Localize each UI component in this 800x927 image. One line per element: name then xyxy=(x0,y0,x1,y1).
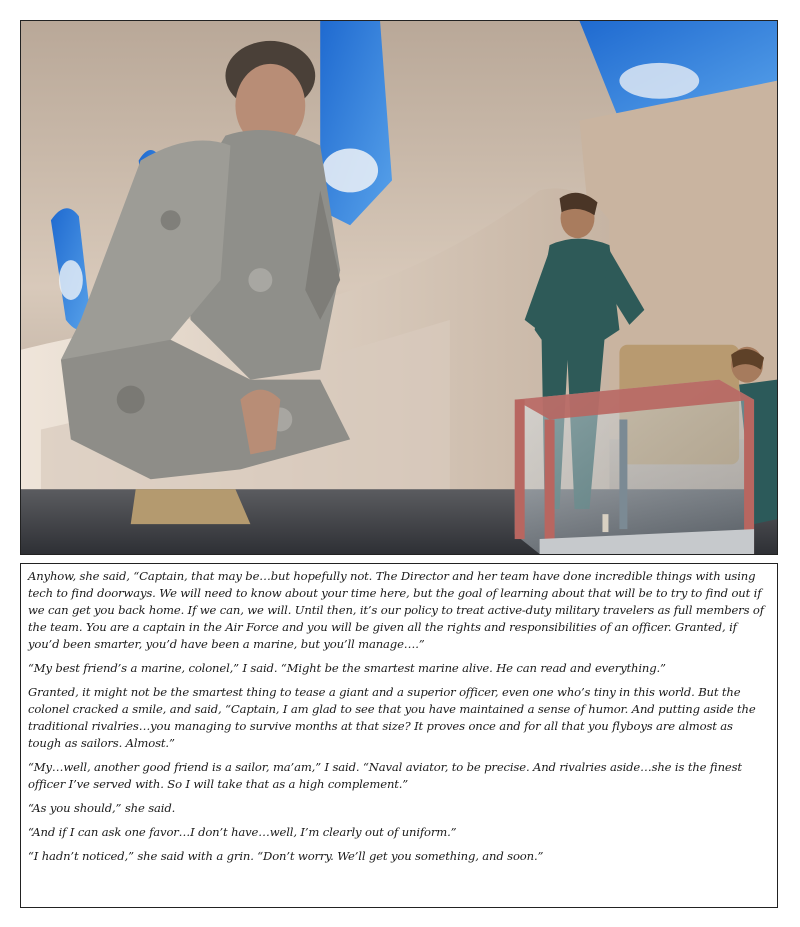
caption-paragraph: Granted, it might not be the smartest thing to tease a giant and a superior officer, even one who’s tiny in this world. But the colonel cracked a smile, and said, “Captain, I am glad to see that you have maintained a sense of humor. And putting aside the traditional rivalries…you managing to survive months at that size? It proves once and for all that you flyboys are almost as tough as sailors. Almost.” xyxy=(28,685,756,750)
caption-paragraph: “As you should,” she said. xyxy=(28,801,176,815)
scene-illustration xyxy=(21,21,777,554)
glass-display-case xyxy=(515,380,754,554)
illustration-panel xyxy=(20,20,778,555)
tiny-figure xyxy=(602,514,608,532)
caption-paragraph: Anyhow, she said, “Captain, that may be…but hopefully not. The Director and her team have done incredible things with using tech to find doorways. We will need to know about your time here, but the goal of learning about that will be to try to find out if we can get you back home. If we can, we will. Until then, it’s our policy to treat active-duty military travelers as full members of the team. You are a captain in the Air Force and you will be given all the rights and responsibilities of an officer. Granted, if you’d been smarter, you’d have been a marine, but you’ll manage….” xyxy=(28,569,764,651)
caption-paragraph: “My…well, another good friend is a sailor, ma’am,” I said. “Naval aviator, to be precise. And rivalries aside…she is the finest officer I’ve served with. So I will take that as a high complement.” xyxy=(28,760,742,791)
boot xyxy=(131,489,251,524)
caption-paragraph: “My best friend’s a marine, colonel,” I said. “Might be the smartest marine alive. He can read and everything.” xyxy=(28,661,666,675)
caption-paragraph: “And if I can ask one favor…I don’t have…well, I’m clearly out of uniform.” xyxy=(28,825,457,839)
story-caption xyxy=(20,563,778,908)
caption-paragraph: “I hadn’t noticed,” she said with a grin. “Don’t worry. We’ll get you something, and soon.” xyxy=(28,849,544,863)
